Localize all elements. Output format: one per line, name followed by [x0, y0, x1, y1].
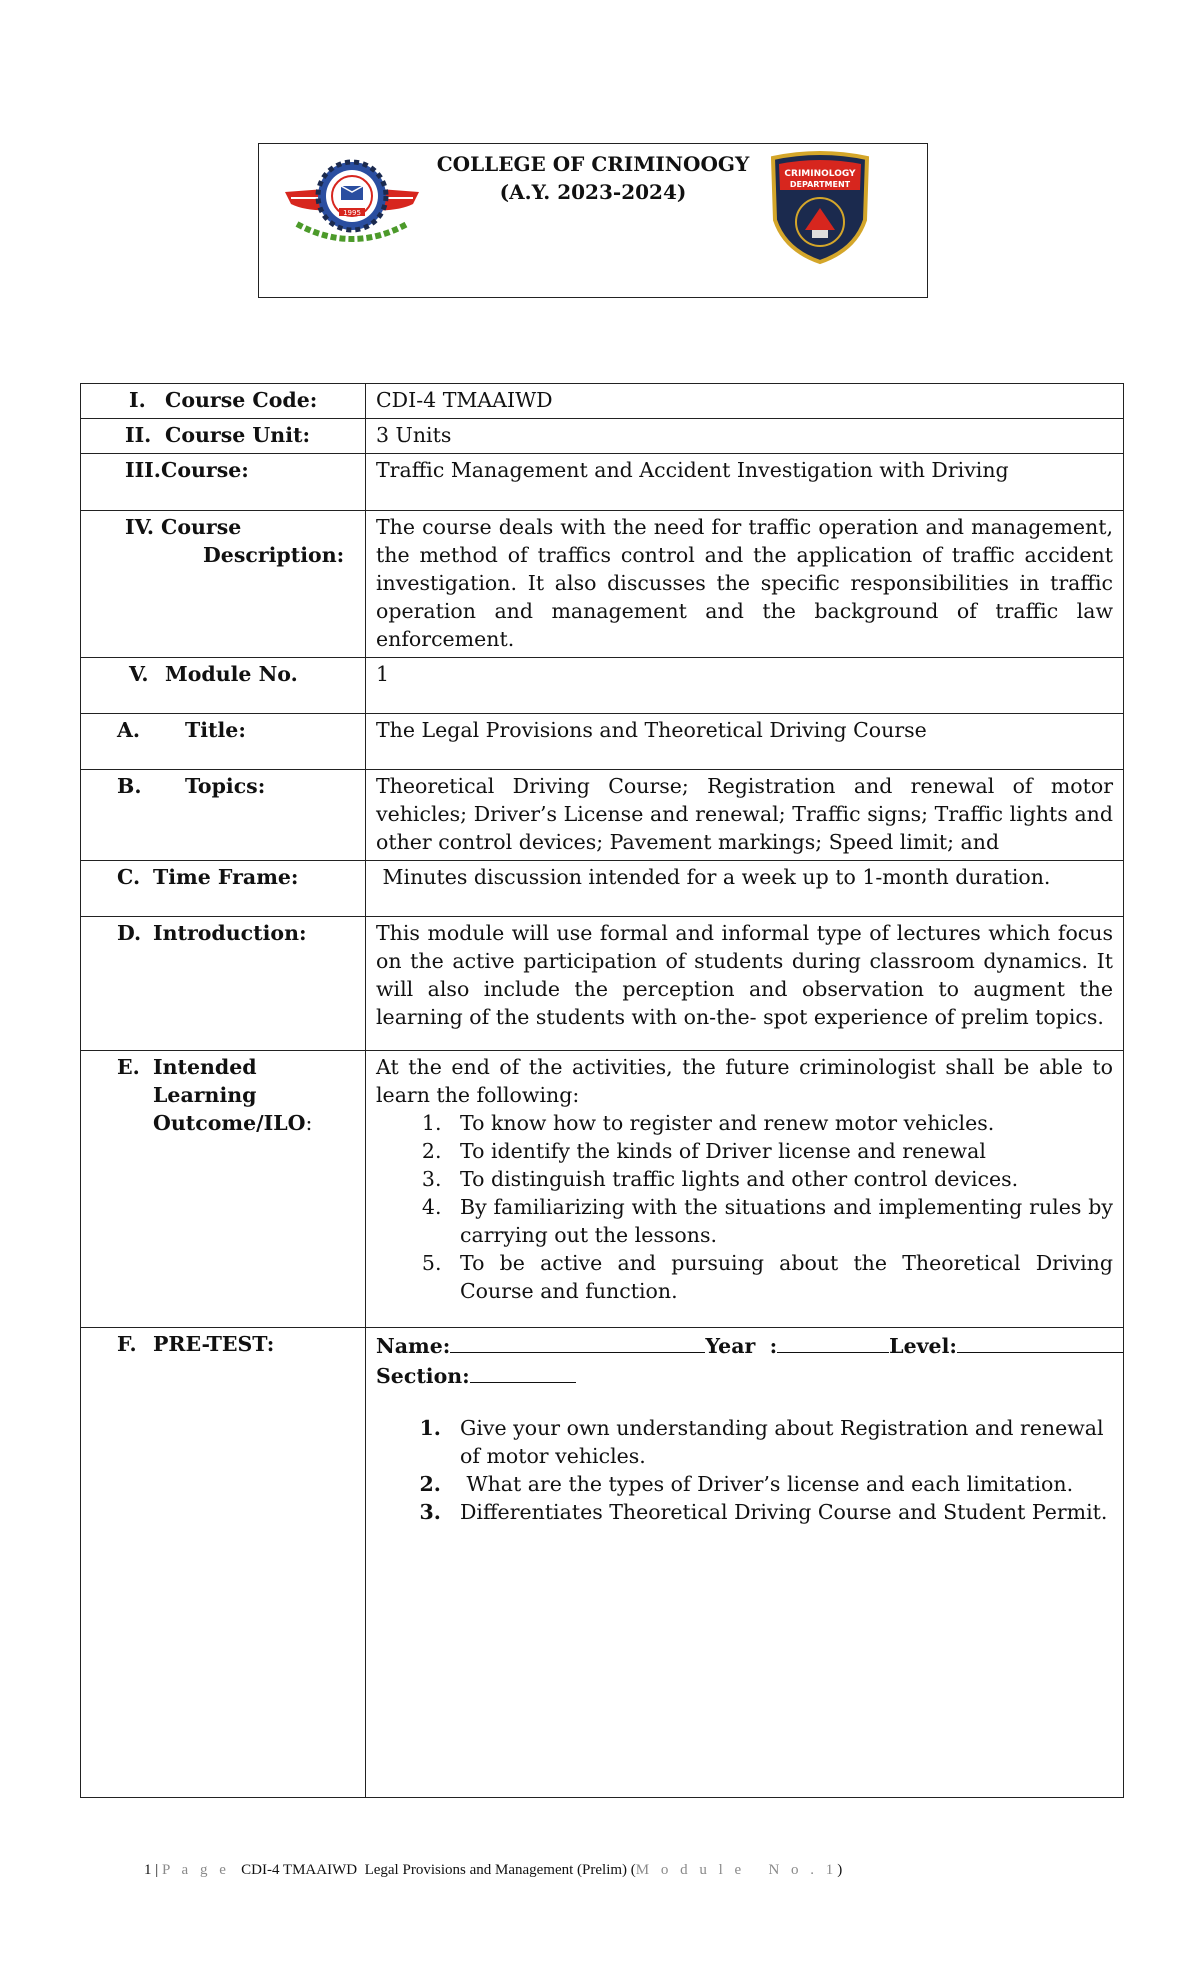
list-item: 1. Give your own understanding about Registration and renewal of motor vehicles. — [448, 1414, 1113, 1470]
footer-course: CDI-4 TMAAIWD Legal Provisions and Management (Prelim) — [241, 1862, 628, 1878]
row-label: Topics: — [185, 774, 266, 798]
pre-test-value — [366, 1328, 1124, 1798]
page-word: P a g e — [162, 1862, 230, 1878]
ilo-value — [366, 1051, 1124, 1328]
row-label: Course Unit: — [165, 423, 311, 447]
label-cell — [81, 861, 366, 917]
label-cell — [81, 770, 366, 861]
pre-test-questions — [376, 1414, 1113, 1526]
row-number: III. — [125, 458, 161, 482]
course-description-value: The course deals with the need for traffic operation and management, the method of traffics control and the application of traffic accident investigation. It also discusses the specific responsibilities in traffic operation and management and the background of traffic law enforcement. — [366, 511, 1124, 658]
list-item: 3. Differentiates Theoretical Driving Course and Student Permit. — [448, 1498, 1113, 1526]
level-blank[interactable] — [957, 1330, 1123, 1353]
module-title-value: The Legal Provisions and Theoretical Driving Course — [366, 714, 1124, 770]
row-label: PRE-TEST: — [153, 1332, 275, 1356]
name-label: Name: — [376, 1334, 451, 1358]
row-label: Title: — [185, 718, 246, 742]
course-info-table — [80, 383, 1124, 1798]
section-line — [376, 1360, 1113, 1390]
list-item: 1. To know how to register and renew motor vehicles. — [448, 1109, 1113, 1137]
label-cell — [81, 419, 366, 454]
row-number: C. — [117, 865, 141, 889]
introduction-value: This module will use formal and informal type of lectures which focus on the active participation of students during classroom dynamics. It will also include the perception and observation to augment the learning of the students with on-the- spot experience of prelim topics. — [366, 917, 1124, 1051]
time-frame-value: Minutes discussion intended for a week up to 1-month duration. — [366, 861, 1124, 917]
list-item: 2. What are the types of Driver’s license and each limitation. — [448, 1470, 1113, 1498]
row-course-code — [81, 384, 1124, 419]
row-time-frame — [81, 861, 1124, 917]
footer-module: M o d u l e N o . 1 — [635, 1862, 838, 1878]
page-footer: 1 | P a g e CDI-4 TMAAIWD Legal Provisions and Management (Prelim) (M o d u l e N o . 1) — [144, 1862, 843, 1878]
row-number: B. — [117, 774, 142, 798]
page-number: 1 | — [144, 1862, 159, 1878]
row-number: D. — [117, 921, 142, 945]
label-cell — [81, 511, 366, 658]
course-title-value: Traffic Management and Accident Investigation with Driving — [366, 454, 1124, 511]
row-label: Introduction: — [153, 921, 307, 945]
row-course — [81, 454, 1124, 511]
row-course-unit — [81, 419, 1124, 454]
row-introduction — [81, 917, 1124, 1051]
row-number: V. — [129, 662, 149, 686]
list-item: 5. To be active and pursuing about the Theoretical Driving Course and function. — [448, 1249, 1113, 1305]
row-label: Module No. — [165, 662, 298, 686]
academic-year: (A.Y. 2023-2024) — [499, 180, 687, 204]
topics-value: Theoretical Driving Course; Registration and renewal of motor vehicles; Driver’s License and renewal; Traffic signs; Traffic lights and other control devices; Pavement markings; Speed limit; and — [366, 770, 1124, 861]
section-label: Section: — [376, 1364, 470, 1388]
label-cell — [81, 384, 366, 419]
svg-text:CRIMINOLOGY: CRIMINOLOGY — [784, 169, 856, 179]
college-name: COLLEGE OF CRIMINOOGY — [436, 152, 750, 176]
row-label: Course Code: — [165, 388, 318, 412]
row-number: IV. — [125, 515, 155, 539]
name-blank[interactable] — [450, 1330, 705, 1353]
row-pre-test — [81, 1328, 1124, 1798]
ilo-list — [376, 1109, 1113, 1305]
year-label: Year : — [705, 1334, 778, 1358]
label-cell — [81, 454, 366, 511]
label-cell — [81, 658, 366, 714]
svg-text:1995: 1995 — [343, 209, 361, 217]
list-item: 4. By familiarizing with the situations and implementing rules by carrying out the lessons. — [448, 1193, 1113, 1249]
row-number: F. — [117, 1332, 137, 1356]
list-item: 2. To identify the kinds of Driver license and renewal — [448, 1137, 1113, 1165]
course-unit-value: 3 Units — [366, 419, 1124, 454]
row-number: A. — [117, 718, 141, 742]
row-label: Intended — [153, 1055, 257, 1079]
row-course-description — [81, 511, 1124, 658]
row-title — [81, 714, 1124, 770]
row-topics — [81, 770, 1124, 861]
row-label-continued: Learning — [153, 1083, 257, 1107]
course-code-value: CDI-4 TMAAIWD — [366, 384, 1124, 419]
label-cell — [81, 917, 366, 1051]
document-header — [258, 143, 928, 298]
row-intended-learning-outcome — [81, 1051, 1124, 1328]
row-label: Course: — [161, 458, 249, 482]
year-blank[interactable] — [777, 1330, 889, 1353]
student-info-line — [376, 1330, 1113, 1360]
row-number: E. — [117, 1055, 140, 1079]
module-number-value: 1 — [366, 658, 1124, 714]
label-cell — [81, 1051, 366, 1328]
ilo-intro-text: At the end of the activities, the future criminologist shall be able to learn the following: — [376, 1055, 1113, 1107]
row-label: Course — [161, 515, 242, 539]
section-blank[interactable] — [470, 1360, 576, 1383]
row-number: II. — [125, 423, 152, 447]
list-item: 3. To distinguish traffic lights and other control devices. — [448, 1165, 1113, 1193]
row-label: Time Frame: — [153, 865, 299, 889]
label-cell — [81, 1328, 366, 1798]
row-module-number — [81, 658, 1124, 714]
row-number: I. — [129, 388, 146, 412]
row-label-continued: Description: — [203, 543, 345, 567]
criminology-department-badge-logo — [765, 150, 875, 265]
svg-text:DEPARTMENT: DEPARTMENT — [789, 180, 851, 189]
label-cell — [81, 714, 366, 770]
level-label: Level: — [889, 1334, 957, 1358]
row-label-continued: Outcome/ILO: — [153, 1111, 313, 1135]
